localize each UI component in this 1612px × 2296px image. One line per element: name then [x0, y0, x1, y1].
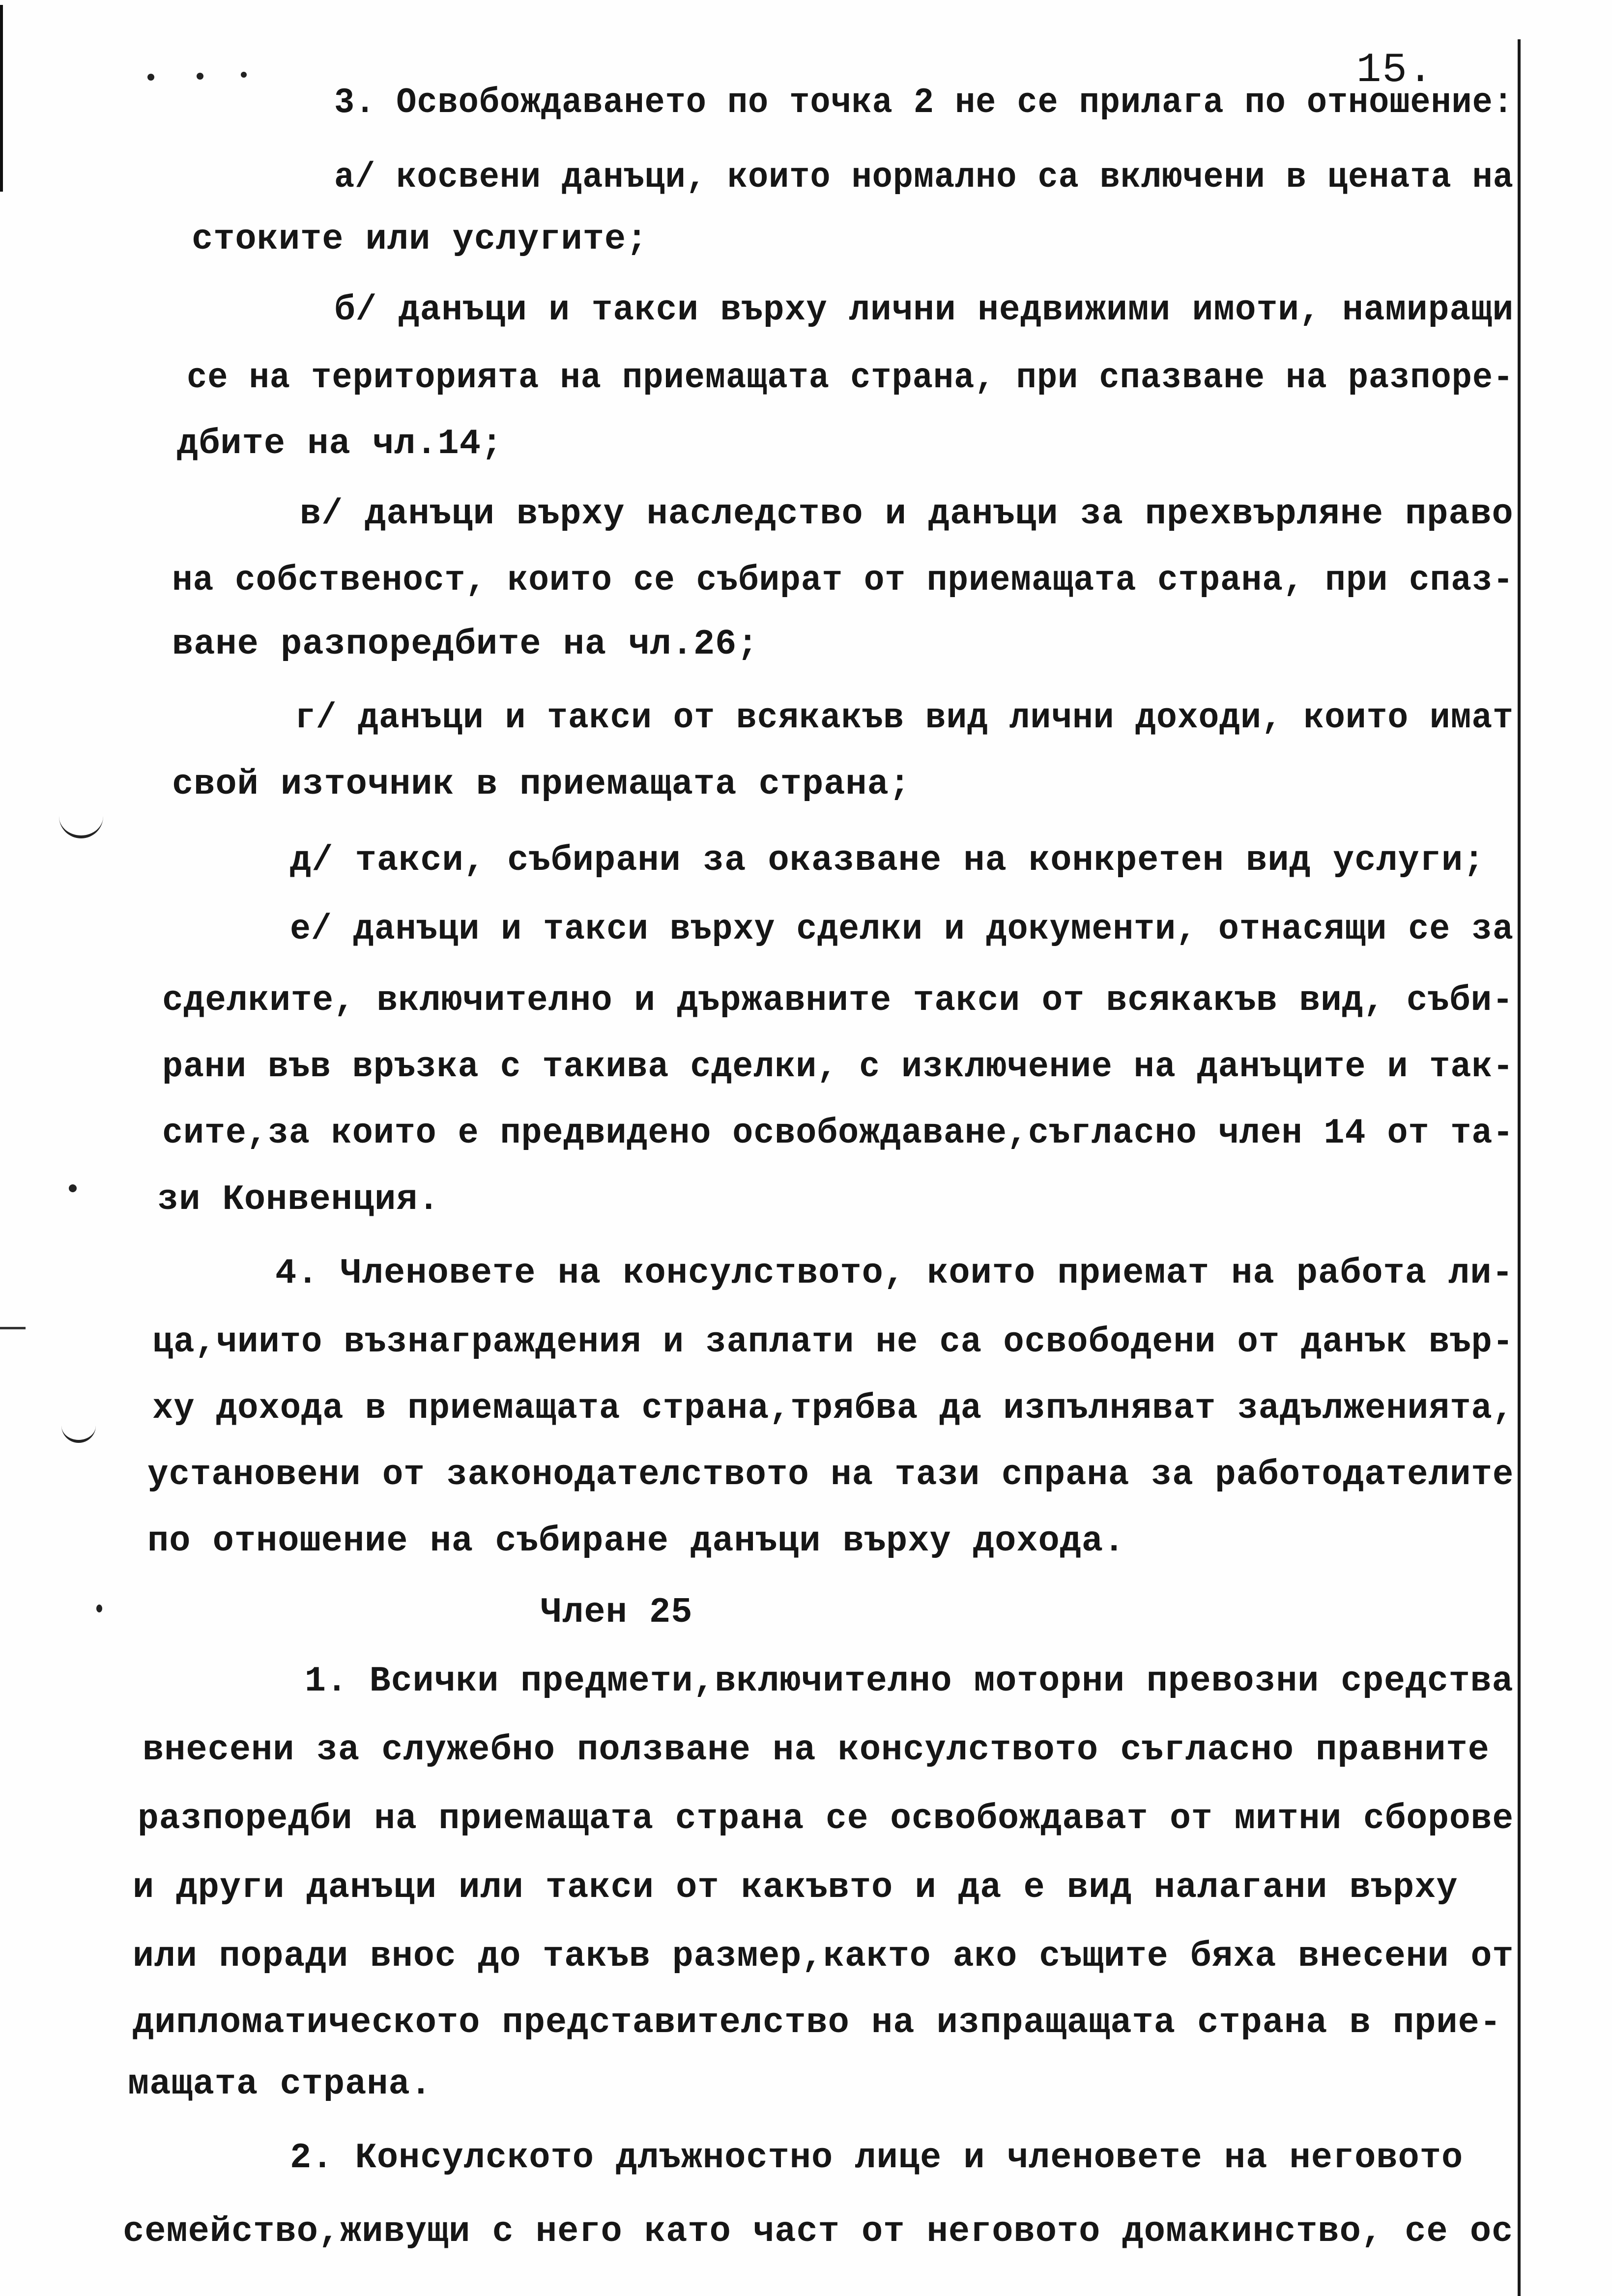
left-margin-rule: [0, 5, 3, 192]
text-line: е/ данъци и такси върху сделки и документи, отнасящи се за: [290, 909, 1514, 949]
text-line: по отношение на събиране данъци върху дохода.: [147, 1521, 1125, 1561]
scan-speck: [241, 72, 247, 78]
margin-pen-mark: [59, 816, 103, 838]
text-line: семейство,живущи с него като част от неговото домакинство, се ос: [123, 2211, 1514, 2252]
section-heading: Член 25: [541, 1592, 693, 1633]
text-line: в/ данъци върху наследство и данъци за прехвърляне право: [300, 494, 1514, 534]
margin-dash: [0, 1327, 26, 1329]
text-line: д/ такси, събирани за оказване на конкретен вид услуги;: [290, 840, 1485, 881]
scan-speck: [147, 74, 154, 81]
text-line: дбите на чл.14;: [177, 424, 503, 464]
text-line: зи Конвенция.: [157, 1179, 440, 1220]
text-line: и други данъци или такси от какъвто и да е вид налагани върху: [133, 1867, 1458, 1908]
margin-pen-mark: [61, 1425, 96, 1443]
text-line: стоките или услугите;: [192, 219, 648, 259]
text-line: внесени за служебно ползване на консулството съгласно правните: [143, 1730, 1490, 1770]
text-line: 2. Консулското длъжностно лице и членовете на неговото: [290, 2138, 1464, 2178]
text-line: установени от законодателството на тази спрана за работодателите: [147, 1455, 1514, 1495]
text-line: свой източник в приемащата страна;: [172, 764, 911, 804]
scan-speck: [69, 1184, 77, 1192]
text-line: на собственост, които се събират от приемащата страна, при спаз-: [172, 560, 1514, 601]
text-line: ца,чиито възнаграждения и заплати не са освободени от данък вър-: [152, 1322, 1514, 1362]
text-line: дипломатическото представителство на изпращащата страна в прие-: [133, 2003, 1502, 2043]
text-line: или поради внос до такъв размер,както ако същите бяха внесени от: [133, 1936, 1514, 1977]
text-line: 1. Всички предмети,включително моторни превозни средства: [305, 1661, 1514, 1701]
text-line: 4. Членовете на консулството, които приемат на работа ли-: [275, 1253, 1514, 1293]
scan-speck: [197, 73, 203, 80]
text-line: сделките, включително и държавните такси от всякакъв вид, съби-: [162, 980, 1514, 1021]
text-line: г/ данъци и такси от всякакъв вид лични доходи, които имат: [295, 698, 1514, 738]
text-line: рани във връзка с такива сделки, с изключение на данъците и так-: [162, 1047, 1514, 1087]
right-margin-rule: [1518, 39, 1521, 2296]
scan-speck: [96, 1605, 102, 1612]
text-line: ване разпоредбите на чл.26;: [172, 624, 759, 664]
text-line: а/ косвени данъци, които нормално са включени в цената на: [334, 157, 1514, 198]
text-line: се на територията на приемащата страна, при спазване на разпоре-: [187, 358, 1514, 398]
page-number: 15.: [1356, 47, 1434, 94]
text-line: разпоредби на приемащата страна се освобождават от митни сборове: [138, 1799, 1514, 1839]
text-line: мащата страна.: [128, 2064, 432, 2104]
text-line: б/ данъци и такси върху лични недвижими имоти, намиращи: [334, 290, 1514, 330]
text-line: ху дохода в приемащата страна,трябва да изпълняват задълженията,: [152, 1388, 1514, 1429]
text-line: 3. Освобождаването по точка 2 не се прилага по отношение:: [334, 83, 1514, 123]
text-line: сите,за които е предвидено освобождаване,съгласно член 14 от та-: [162, 1113, 1514, 1153]
